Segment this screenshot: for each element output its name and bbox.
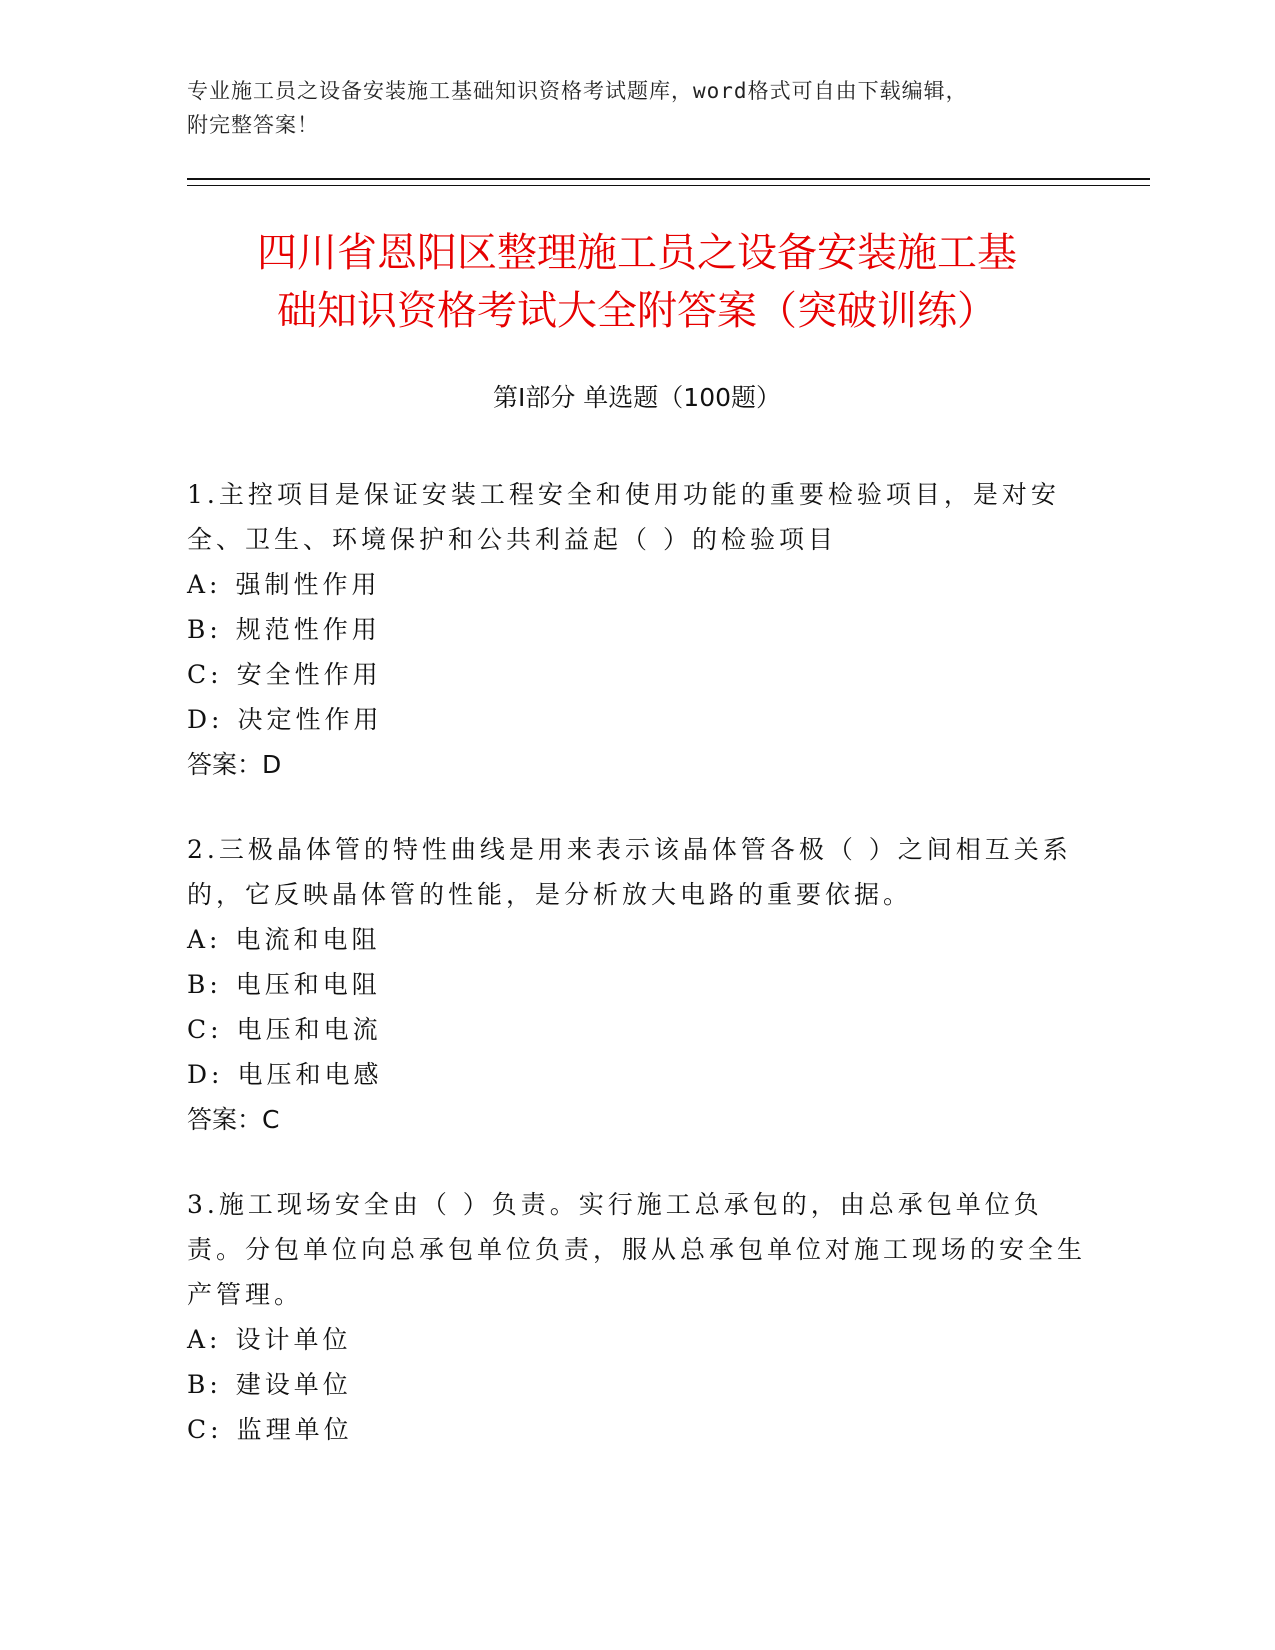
option-a	[187, 1317, 1087, 1362]
option-key: A:	[187, 925, 222, 954]
document-title-line1: 四川省恩阳区整理施工员之设备安装施工基	[257, 230, 1017, 276]
option-d	[187, 1052, 1087, 1097]
option-key: A:	[187, 570, 222, 599]
option-key: C:	[187, 1415, 223, 1444]
option-text: 监理单位	[236, 1415, 353, 1444]
question-stem: 1.主控项目是保证安装工程安全和使用功能的重要检验项目，是对安全、卫生、环境保护和公共利益起（ ）的检验项目	[187, 480, 1060, 554]
question-stem: 2.三极晶体管的特性曲线是用来表示该晶体管各极（ ）之间相互关系的，它反映晶体管的性能，是分析放大电路的重要依据。	[187, 835, 1072, 909]
option-b	[187, 962, 1087, 1007]
answer-line: 答案：C	[187, 1105, 280, 1134]
question-2	[187, 827, 1087, 1142]
section-heading: 第Ⅰ部分 单选题（100题）	[492, 383, 782, 412]
option-text: 电压和电阻	[235, 970, 381, 999]
option-key: B:	[187, 1370, 222, 1399]
option-text: 强制性作用	[235, 570, 381, 599]
answer-line: 答案：D	[187, 750, 282, 779]
option-text: 电压和电流	[236, 1015, 382, 1044]
option-key: B:	[187, 615, 222, 644]
option-text: 决定性作用	[237, 705, 383, 734]
question-stem: 3.施工现场安全由（ ）负责。实行施工总承包的，由总承包单位负责。分包单位向总承包单位负责，服从总承包单位对施工现场的安全生产管理。	[187, 1190, 1087, 1309]
option-text: 电流和电阻	[235, 925, 381, 954]
option-a	[187, 562, 1087, 607]
option-key: B:	[187, 970, 222, 999]
document-title	[187, 224, 1087, 340]
option-text: 规范性作用	[235, 615, 381, 644]
option-d	[187, 697, 1087, 742]
option-text: 建设单位	[235, 1370, 352, 1399]
option-text: 电压和电感	[237, 1060, 383, 1089]
option-b	[187, 607, 1087, 652]
header-note-line1: 专业施工员之设备安装施工基础知识资格考试题库，word格式可自由下载编辑，	[187, 79, 968, 103]
header-divider-thick	[187, 178, 1150, 180]
option-key: D:	[187, 705, 224, 734]
option-c	[187, 1007, 1087, 1052]
option-key: C:	[187, 660, 223, 689]
document-title-line2: 础知识资格考试大全附答案（突破训练）	[277, 288, 997, 334]
question-list	[187, 472, 1087, 1492]
option-c	[187, 1407, 1087, 1452]
option-text: 安全性作用	[236, 660, 382, 689]
header-note	[187, 74, 1067, 142]
option-text: 设计单位	[235, 1325, 352, 1354]
question-3	[187, 1182, 1087, 1452]
header-note-line2: 附完整答案！	[187, 113, 319, 137]
option-key: A:	[187, 1325, 222, 1354]
option-a	[187, 917, 1087, 962]
option-c	[187, 652, 1087, 697]
option-key: D:	[187, 1060, 224, 1089]
question-1	[187, 472, 1087, 787]
header-divider-thin	[187, 185, 1150, 186]
option-key: C:	[187, 1015, 223, 1044]
option-b	[187, 1362, 1087, 1407]
